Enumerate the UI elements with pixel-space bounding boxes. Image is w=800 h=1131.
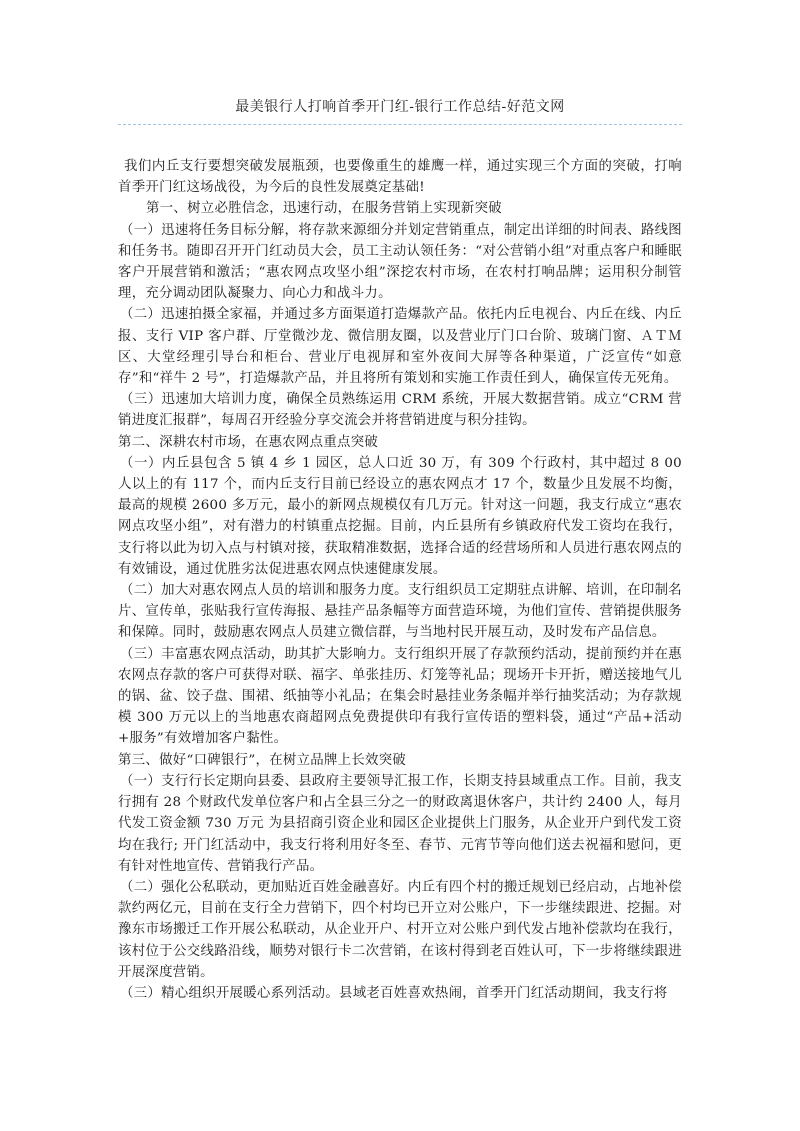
body-paragraph: 我们内丘支行要想突破发展瓶颈，也要像重生的雄鹰一样，通过实现三个方面的突破，打响首季开门红这场战役，为今后的良性发展奠定基础! — [118, 159, 682, 196]
body-paragraph: （三）迅速加大培训力度，确保全员熟练运用 CRM 系统，开展大数据营销。成立“CRM 营销进度汇报群”，每周召开经验分享交流会并将营销进度与积分挂钩。 — [118, 392, 682, 429]
body-paragraph: （一）支行行长定期向县委、县政府主要领导汇报工作，长期支持县域重点工作。目前，我支行拥有 28 个财政代发单位客户和占全县三分之一的财政离退休客户，共计约 2400 人，每月代发工资金额 730 万元 为县招商引资企业和园区企业提供上门服务，从企业开户到代发工资均在我行; 开门红活动中，我支行将利用好冬至、春节、元宵节等向他们送去祝福和慰问，更有针对性地宣传、营销我行产品。 — [118, 773, 683, 874]
body-paragraph: 第三、做好“口碑银行”，在树立品牌上长效突破 — [118, 752, 407, 768]
body-paragraph: （一）内丘县包含 5 镇 4 乡 1 园区，总人口近 30 万，有 309 个行政村，其中超过 8 00 人以上的有 117 个，而内丘支行目前已经设立的惠农网点才 17 个，数量少且发展不均衡，最高的规模 2600 多万元，最小的新网点规模仅有几万元。针对这一问题，我支行成立“惠农网点攻坚小组”，对有潜力的村镇重点挖掘。目前，内丘县所有乡镇政府代发工资均在我行，支行将以此为切入点与村镇对接，获取精准数据，选择合适的经营场所和人员进行惠农网点的有效铺设，通过优胜劣汰促进惠农网点快速健康发展。 — [118, 455, 682, 577]
body-paragraph: 第二、深耕农村市场，在惠农网点重点突破 — [118, 434, 379, 450]
document-body — [118, 156, 682, 1004]
body-paragraph: （三）丰富惠农网点活动，助其扩大影响力。支行组织开展了存款预约活动，提前预约并在惠农网点存款的客户可获得对联、福字、单张挂历、灯笼等礼品；现场开卡开折，赠送接地气儿的锅、盆、饺子盘、围裙、纸抽等小礼品；在集会时悬挂业务条幅并举行抽奖活动；为存款规模 300 万元以上的当地惠农商超网点免费提供印有我行宣传语的塑料袋，通过“产品+活动+服务”有效增加客户黏性。 — [118, 646, 682, 747]
body-paragraph: （二）迅速拍摄全家福，并通过多方面渠道打造爆款产品。依托内丘电视台、内丘在线、内丘报、支行 VIP 客户群、厅堂微沙龙、微信朋友圈，以及营业厅门口台阶、玻璃门窗、ＡＴＭ区、大堂经理引导台和柜台、营业厅电视屏和室外夜间大屏等各种渠道，广泛宣传“如意存”和“祥牛 2 号”，打造爆款产品，并且将所有策划和实施工作责任到人，确保宣传无死角。 — [118, 307, 682, 387]
body-paragraph: （三）精心组织开展暖心系列活动。县域老百姓喜欢热闹，首季开门红活动期间，我支行将 — [120, 985, 668, 1001]
body-paragraph: （一）迅速将任务目标分解，将存款来源细分并划定营销重点，制定出详细的时间表、路线图和任务书。随即召开开门红动员大会，员工主动认领任务：“对公营销小组”对重点客户和睡眠客户开展营销和激活；“惠农网点攻坚小组”深挖农村市场，在农村打响品牌；运用积分制管理，充分调动团队凝聚力、向心力和战斗力。 — [118, 222, 682, 302]
body-paragraph: （二）加大对惠农网点人员的培训和服务力度。支行组织员工定期驻点讲解、培训，在印制名片、宣传单，张贴我行宣传海报、悬挂产品条幅等方面营造环境，为他们宣传、营销提供服务和保障。同时，鼓励惠农网点人员建立微信群，与当地村民开展互动，及时发布产品信息。 — [118, 583, 682, 641]
body-paragraph: （二）强化公私联动，更加贴近百姓金融喜好。内丘有四个村的搬迁规划已经启动，占地补偿款约两亿元，目前在支行全力营销下，四个村均已开立对公账户，下一步继续跟进、挖掘。对豫东市场搬迁工作开展公私联动，从企业开户、村开立对公账户到代发占地补偿款均在我行，该村位于公交线路沿线，顺势对银行卡二次营销，在该村得到老百姓认可，下一步将继续跟进开展深度营销。 — [118, 879, 682, 980]
title-divider — [118, 124, 682, 125]
page-title: 最美银行人打响首季开门红-银行工作总结-好范文网 — [235, 99, 565, 115]
body-paragraph: 第一、树立必胜信念，迅速行动，在服务营销上实现新突破 — [146, 201, 502, 217]
